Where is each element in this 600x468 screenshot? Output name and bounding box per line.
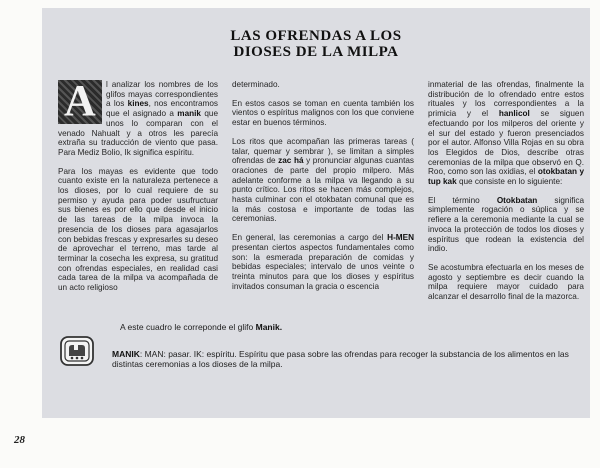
term-otokbatan: Otokbatan bbox=[496, 195, 538, 205]
term-otokbatan-tup-kak: otokbatan y tup kak bbox=[428, 167, 585, 187]
paragraph: determinado. bbox=[232, 80, 280, 89]
paragraph: A l analizar los nombres de los glifos mayas correspondientes a los kines, nos encontramos que el asignado a manik que unos lo comparan con el venado Nahualt y a otros les parecía extraña su traducción de viento que pasa. Para Mediz Bolio, Ik significa espíritu. bbox=[58, 80, 218, 157]
term-h-men: H-MEN bbox=[387, 233, 414, 243]
paragraph: En estos casos se toman en cuenta también los vientos o espíritus malignos con los que conviene estar en buenos términos. bbox=[232, 98, 414, 128]
column-2 bbox=[232, 80, 414, 300]
paragraph: Los ritos que acompañan las primeras tareas ( talar, quemar y sembrar ), se limitan a simples ofrendas de zac há y pronunciar algunas cuantas oraciones de parte del propio milpero. Más adelante conforme a la milpa va llegando a su punto crítico. Los ritos se hacen más complejos, hasta culminar con el otokbatan comunal que es la más costosa e importante de todas las ceremonias. bbox=[232, 136, 414, 224]
term-kines: kines bbox=[127, 99, 149, 109]
paragraph: inmaterial de las ofrendas, finalmente la distribución de lo ofrendado entre estos rituales y los correspondientes a la primicia y el hanlicol se siguen efectuando por los milperos del oriente y el sur del estado y fueron presenciados por el autor. Alfonso Villa Rojas en su obra los Elegidos de Dios, describe otras ceremonias de la milpa que observó en Q. Roo, como son las oxidias, el otokbatan y tup kak que consiste en lo siguiente: bbox=[428, 80, 585, 187]
page-number: 28 bbox=[14, 434, 25, 446]
manik-glyph-icon bbox=[60, 336, 94, 366]
paragraph: El término Otokbatan significa simplemente rogación o súplica y se refiere a la ceremonia mediante la cual se invoca la protección de todos los dioses y espíritus que rodean la existencia del indio. bbox=[428, 195, 585, 254]
term-hanlicol: hanlicol bbox=[498, 109, 530, 119]
glyph-caption: A este cuadro le correponde el glifo Manik. bbox=[120, 322, 283, 332]
manik-definition: MANIK: MAN: pasar. IK: espíritu. Espíritu que pasa sobre las ofrendas para recoger la substancia de los alimentos en las distintas ceremonias a los dioses de la milpa. bbox=[112, 349, 569, 369]
drop-cap-ornament bbox=[58, 80, 102, 124]
paragraph: Para los mayas es evidente que todo cuanto existe en la naturaleza pertenece a los dioses, por lo cual requiere de su permiso y ayuda para poder usufructuar sus bienes es por ello que desde el inicio de las tareas de la milpa invoca la presencia de los dioses para agasajarlos con bebidas frescas y expresarles su deseo de aprovechar el terreno, mas tarde al terminar la cosecha les expresa, su gratitud con ofrendas especiales, en realidad casi cada tarea de la milpa va acompañada de un acto religioso bbox=[58, 166, 218, 293]
paragraph: En general, las ceremonias a cargo del H-MEN presentan ciertos aspectos fundamentales como son: la esmerada preparación de comidas y bebidas especiales; intervalo de unos veinte o treinta minutos para que los dioses y espíritus invitados consuman la gracia o escencia bbox=[232, 233, 414, 291]
title-line-1: LAS OFRENDAS A LOS bbox=[230, 28, 402, 44]
article-title bbox=[42, 28, 590, 60]
drop-cap-letter: A bbox=[64, 80, 96, 124]
term-zac-ha: zac há bbox=[278, 156, 304, 166]
column-3 bbox=[428, 80, 584, 311]
paragraph: Se acostumbra efectuarla en los meses de agosto y septiembre es decir cuando la milpa requiere mayor cuidado para alcanzar el desarrollo final de la mazorca. bbox=[428, 262, 584, 302]
column-1 bbox=[58, 80, 218, 302]
title-line-2: DIOSES DE LA MILPA bbox=[233, 44, 399, 60]
term-manik: manik bbox=[177, 109, 201, 119]
